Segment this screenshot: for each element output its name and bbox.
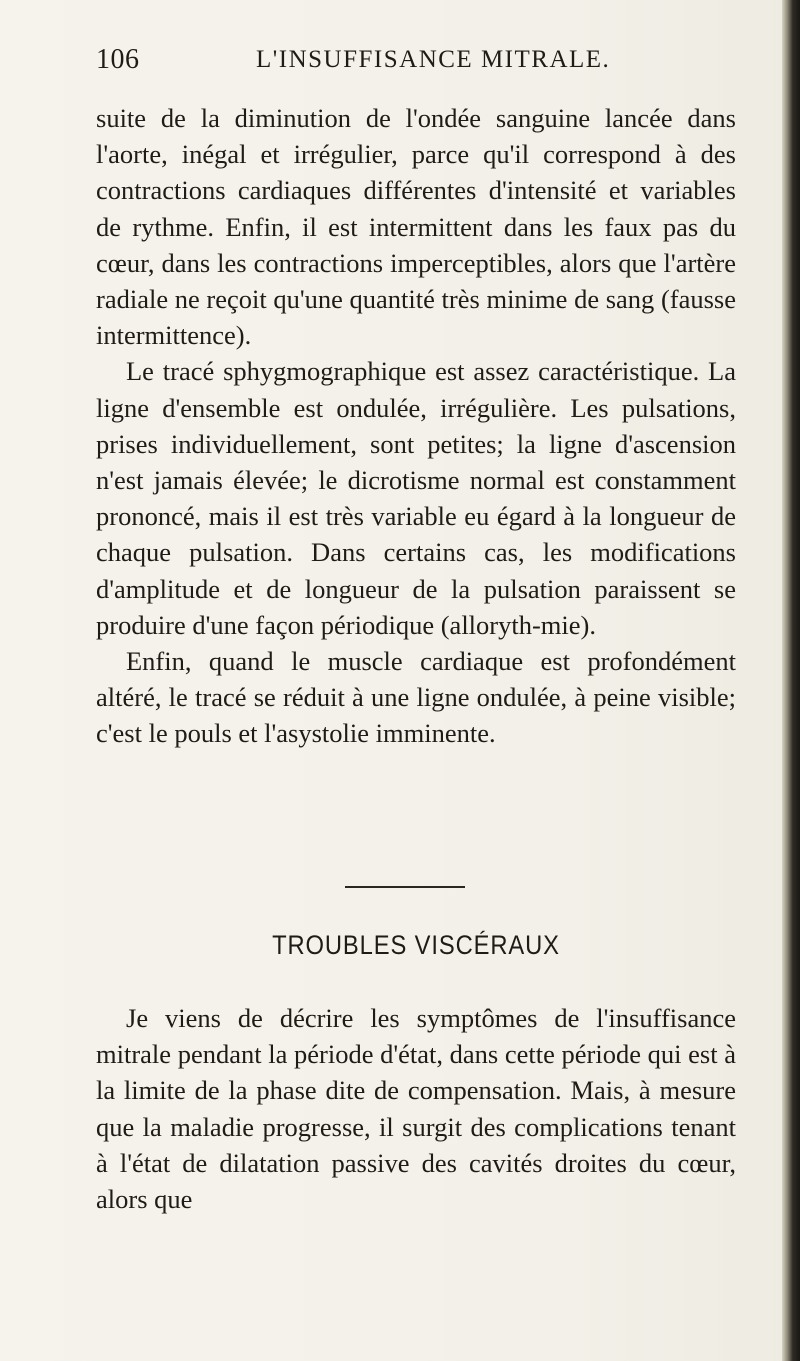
- page-binding-edge: [782, 0, 800, 1361]
- body-text: [96, 100, 736, 752]
- paragraph-visceral-troubles: Je viens de décrire les symptômes de l'insuffisance mitrale pendant la période d'état, dans cette période qui est à la limite de la phase dite de compensation. Mais, à mesure que la maladie progresse, il surgit des complications tenant à l'état de dilatation passive des cavités droites du cœur, alors que: [96, 1003, 736, 1215]
- page-header: [96, 44, 736, 84]
- running-title: L'INSUFFISANCE MITRALE.: [256, 46, 611, 73]
- paragraph-asystolie: Enfin, quand le muscle cardiaque est profondément altéré, le tracé se réduit à une ligne ondulée, à peine visible; c'est le pouls et l'asystolie imminente.: [96, 646, 736, 749]
- paragraph-continuation: suite de la diminution de l'ondée sanguine lancée dans l'aorte, inégal et irrégulier, parce qu'il correspond à des contractions cardiaques différentes d'intensité et variables de rythme. Enfin, il est intermittent dans les faux pas du cœur, dans les contractions imperceptibles, alors que l'artère radiale ne reçoit qu'une quantité très minime de sang (fausse intermittence).: [96, 103, 736, 351]
- section-title: TROUBLES VISCÉRAUX: [272, 930, 560, 960]
- page-number: 106: [96, 44, 140, 75]
- paragraph-sphygmographic-trace: Le tracé sphygmographique est assez caractéristique. La ligne d'ensemble est ondulée, irrégulière. Les pulsations, prises individuellement, sont petites; la ligne d'ascension n'est jamais élevée; le dicrotisme normal est constamment prononcé, mais il est très variable eu égard à la longueur de chaque pulsation. Dans certains cas, les modifications d'amplitude et de longueur de la pulsation paraissent se produire d'une façon périodique (alloryth-mie).: [96, 356, 736, 640]
- section-body: [96, 1000, 736, 1217]
- section-divider: [345, 886, 465, 888]
